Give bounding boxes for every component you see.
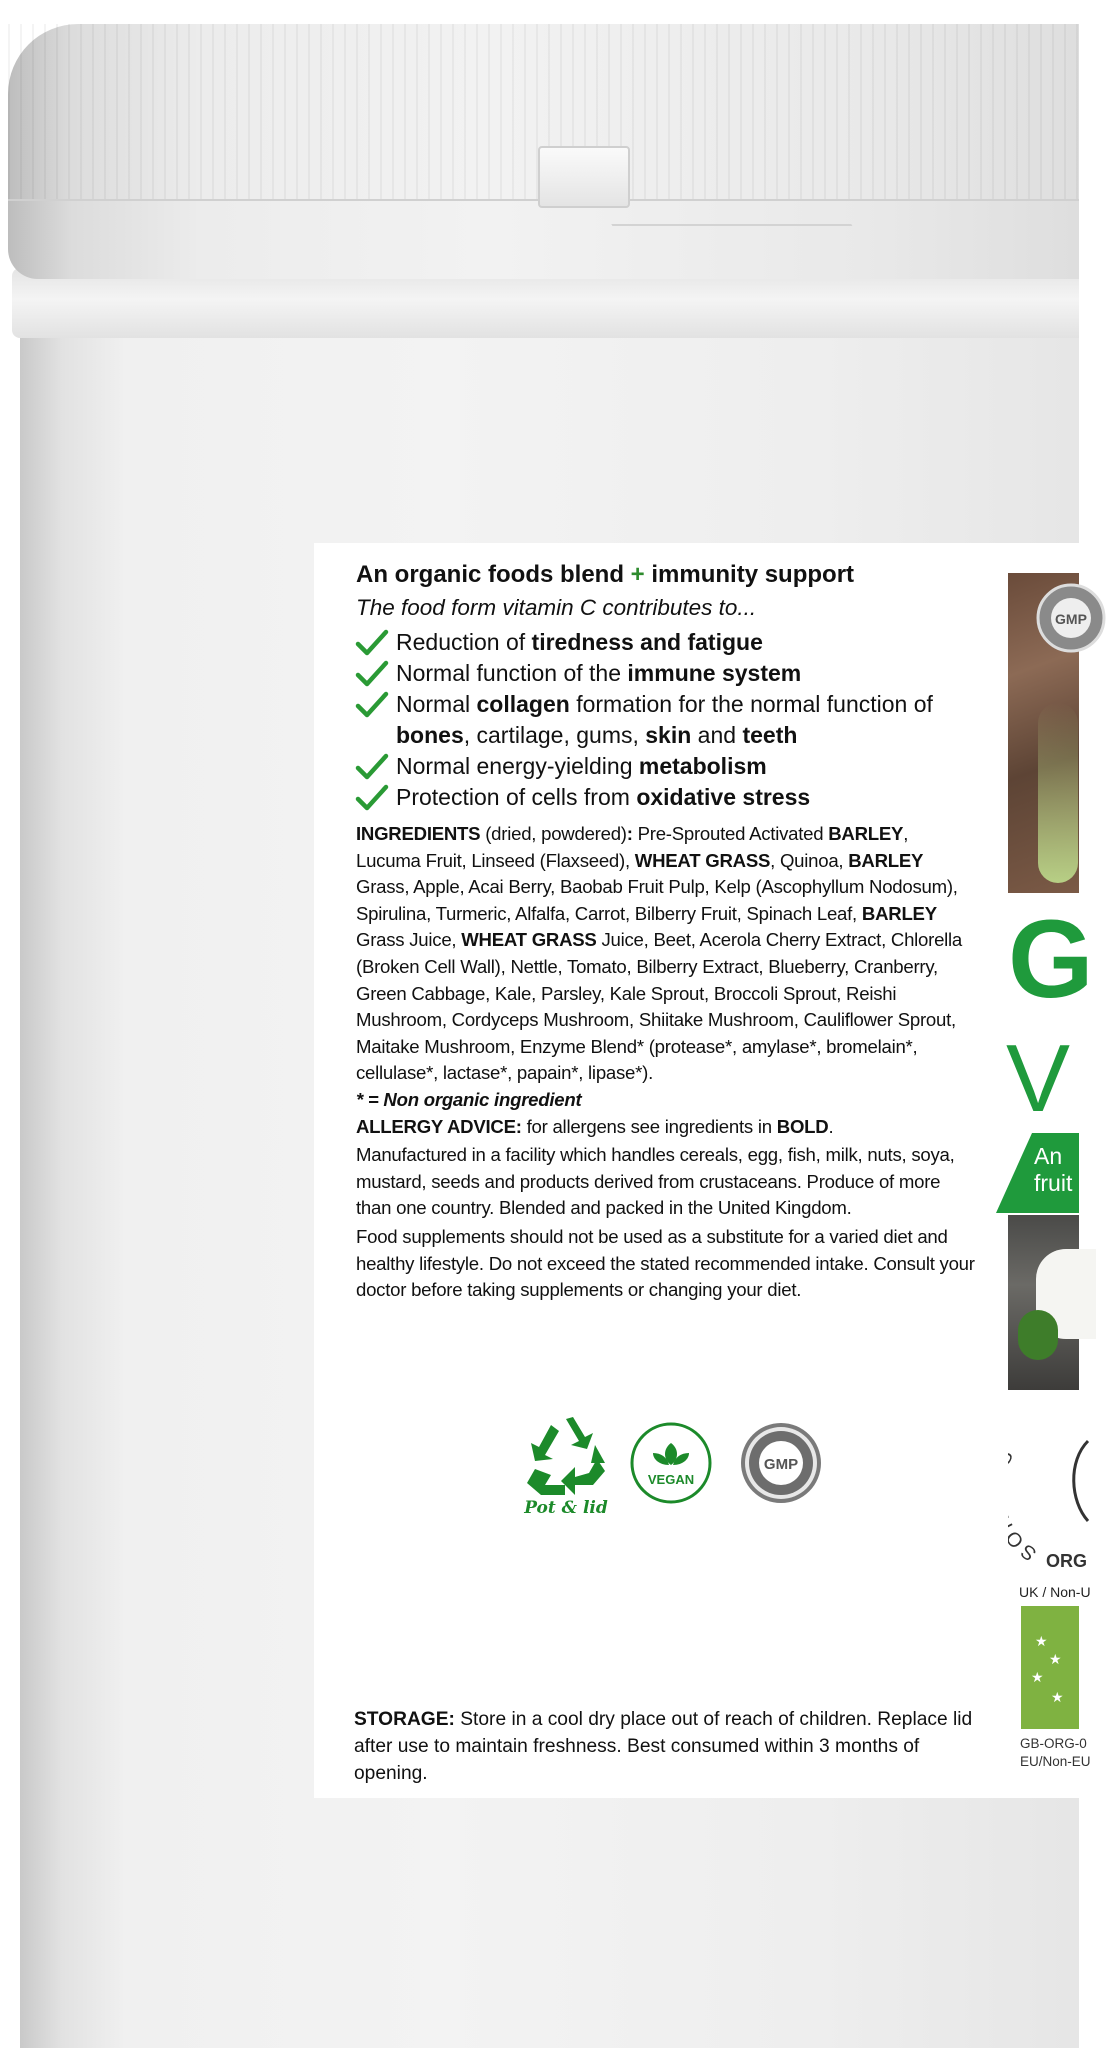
claim-item: Normal collagen formation for the normal function of bones, cartilage, gums, skin and teeth <box>356 689 976 751</box>
storage-instructions: STORAGE: Store in a cool dry place out of reach of children. Replace lid after use to maintain freshness. Best consumed within 3 months of opening. <box>354 1709 973 1784</box>
vegan-badge-icon <box>629 1421 713 1505</box>
product-photo-bowl <box>1008 1215 1079 1390</box>
label-headline <box>356 561 976 589</box>
front-brand-letter-g: G <box>1008 898 1094 1021</box>
gmp-badge-icon <box>739 1421 823 1505</box>
svg-text:VEGAN: VEGAN <box>647 1472 695 1487</box>
svg-text:ORG: ORG <box>1046 1551 1088 1571</box>
svg-text:SOIL ASS: S <box>1014 1537 1041 1565</box>
supplement-warning: Food supplements should not be used as a substitute for a varied diet and healthy lifestyle. Do not exceed the stated recommended intake. Consult your doctor before taking supplements or changing your diet. <box>356 1225 975 1301</box>
label-body-text <box>356 821 976 1304</box>
health-claims-list <box>356 627 976 813</box>
ingredients-paragraph: INGREDIENTS (dried, powdered): Pre-Sprouted Activated BARLEY, Lucuma Fruit, Linseed (Flaxseed), WHEAT GRASS, Quinoa, BARLEY Grass, Apple, Acai Berry, Baobab Fruit Pulp, Kelp (Ascophyllum Nodosum), Spirulina, Turmeric, Alfalfa, Carrot, Bilberry Fruit, Spinach Leaf, BARLEY Grass Juice, WHEAT GRASS Juice, Beet, Acerola Cherry Extract, Chlorella (Broken Cell Wall), Nettle, Tomato, Bilberry Extract, Blueberry, Cranberry, Green Cabbage, Kale, Parsley, Kale Sprout, Broccoli Sprout, Reishi Mushroom, Cordyceps Mushroom, Shiitake Mushroom, Cauliflower Sprout, Maitake Mushroom, Enzyme Blend* (protease*, amylase*, bromelain*, cellulase*, lactase*, papain*, lipase*). <box>356 823 963 1084</box>
front-organic-code-text: GB-ORG-0 EU/Non-EU <box>1020 1736 1091 1769</box>
check-icon <box>356 630 388 656</box>
lid-tamper-tab <box>538 146 630 208</box>
claim-item: Normal energy-yielding metabolism <box>356 751 976 782</box>
parsley-shape <box>1018 1310 1058 1360</box>
non-organic-note: * = Non organic ingredient <box>356 1088 582 1110</box>
headline-post: immunity support <box>651 561 855 588</box>
check-icon <box>356 692 388 718</box>
lid-ramp <box>611 224 884 282</box>
check-icon <box>356 661 388 687</box>
svg-text:★: ★ <box>1049 1652 1062 1668</box>
claim-item: Protection of cells from oxidative stress <box>356 782 976 813</box>
allergy-advice: ALLERGY ADVICE: for allergens see ingredients in BOLD. <box>356 1115 834 1137</box>
svg-text:★: ★ <box>1051 1690 1064 1706</box>
svg-text:GMP: GMP <box>1055 611 1087 627</box>
label-back-panel <box>356 561 976 1304</box>
tub-lid <box>8 24 1079 279</box>
facility-statement: Manufactured in a facility which handles cereals, egg, fish, milk, nuts, soya, mustard, seeds and products derived from crustaceans. Produce of more than one country. Blended and packed in the United Kingdom. <box>356 1144 955 1219</box>
front-brand-letter-v: V <box>1006 1025 1071 1132</box>
front-uk-origin-text: UK / Non-U <box>1019 1584 1091 1600</box>
svg-text:★: ★ <box>1031 1670 1044 1686</box>
svg-text:GMP: GMP <box>763 1456 799 1473</box>
front-gmp-badge-icon <box>1036 583 1106 653</box>
claim-item: Reduction of tiredness and fatigue <box>356 627 976 658</box>
product-label <box>314 543 1094 1798</box>
recycle-icon <box>521 1415 611 1525</box>
label-subhead: The food form vitamin C contributes to... <box>356 595 757 620</box>
recycle-caption: Pot & lid <box>524 1498 608 1518</box>
claim-item: Normal function of the immune system <box>356 658 976 689</box>
headline-pre: An organic foods blend <box>356 561 624 588</box>
front-banner-text: An fruit <box>1034 1143 1073 1196</box>
sprout-shape <box>1038 703 1078 883</box>
check-icon <box>356 785 388 811</box>
eu-organic-leaf-logo <box>1021 1606 1079 1729</box>
soil-association-logo <box>1008 1401 1098 1581</box>
headline-plus: + <box>630 561 645 588</box>
check-icon <box>356 754 388 780</box>
certification-logos <box>521 1415 841 1525</box>
svg-text:★: ★ <box>1035 1634 1048 1650</box>
label-front-panel-edge <box>996 543 1094 1798</box>
